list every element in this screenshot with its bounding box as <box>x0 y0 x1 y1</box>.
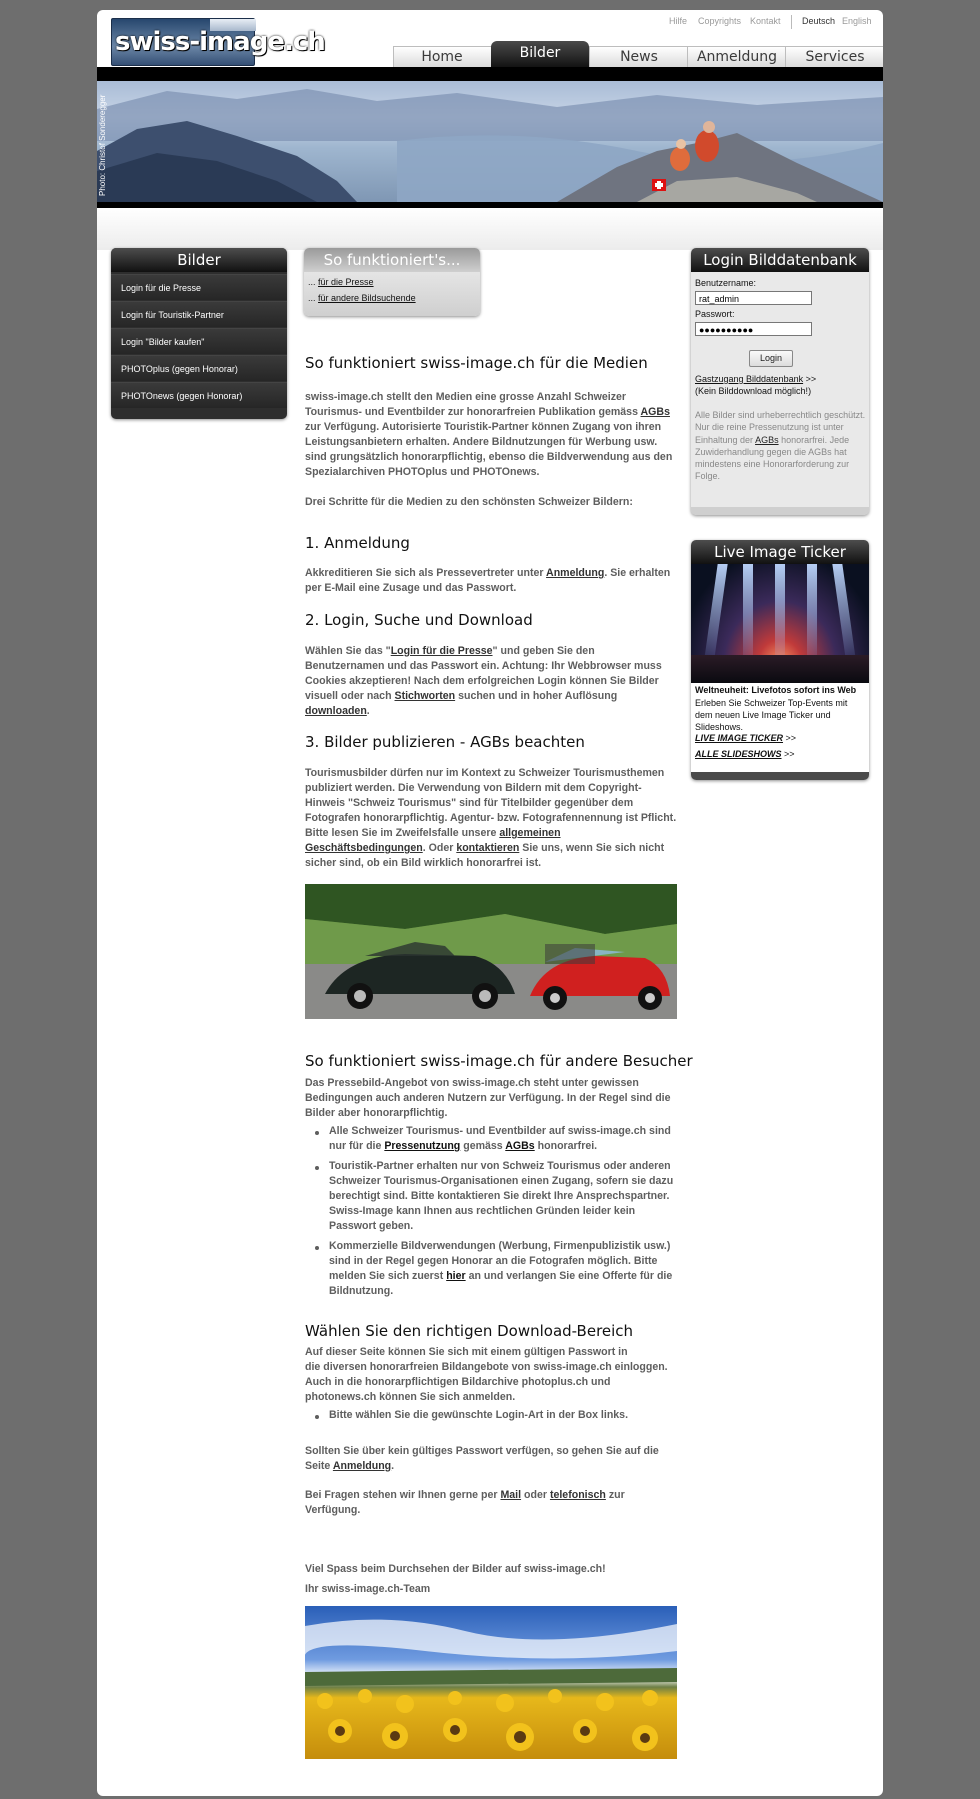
copyright-text: Einhaltung der <box>695 434 754 445</box>
light-beam <box>775 564 785 659</box>
text-line <box>305 704 683 719</box>
language-deutsch[interactable]: Deutsch <box>802 16 836 26</box>
classic-cars-image <box>305 884 677 1019</box>
text: visuell oder nach <box>305 690 392 702</box>
text-line: publiziert werden. Die Verwendung von Bildern mit dem Copyright- <box>305 782 642 794</box>
ticker-text-line: Slideshows. <box>695 722 744 732</box>
text-line: Schweizer Tourismus-Organisationen einen Zugang, sofern sie dazu <box>329 1175 674 1187</box>
bullet-item-press <box>329 1124 683 1154</box>
copyright-line: Folge. <box>695 471 721 482</box>
logo-text: swiss-image.ch <box>115 27 325 57</box>
so-funktionierts-box <box>304 248 480 316</box>
pressenutzung-link[interactable]: Pressenutzung <box>384 1140 461 1152</box>
copyright-text: honorarfrei. Jede <box>781 434 850 445</box>
guest-note: (Kein Bilddownload möglich!) <box>695 386 812 396</box>
so-funktionierts-title: So funktioniert's... <box>304 248 480 272</box>
sidebar-item-login-bilder-kaufen[interactable]: Login "Bilder kaufen" <box>111 328 287 354</box>
ticker-arrows: >> <box>785 733 797 743</box>
text: gemäss <box>463 1140 503 1152</box>
text: Bitte lesen Sie im Zweifelsfalle unsere <box>305 827 497 839</box>
language-separator <box>791 15 792 29</box>
no-password-paragraph <box>305 1444 683 1474</box>
text-line: Alle Schweizer Tourismus- und Eventbilder auf swiss-image.ch sind <box>329 1125 671 1137</box>
text-line: swiss-image.ch stellt den Medien eine grosse Anzahl Schweizer <box>305 391 627 403</box>
text-line: Auf dieser Seite können Sie sich mit einem gültigen Passwort in <box>305 1346 628 1358</box>
text-line: Spezialarchiven PHOTOplus und PHOTOnews. <box>305 466 540 478</box>
text-line <box>305 689 683 704</box>
text-line: photonews.ch können Sie sich anmelden. <box>305 1391 516 1403</box>
sunflower-field-image <box>305 1606 677 1759</box>
agb-link[interactable]: allgemeinen <box>499 827 561 839</box>
copyright-line: mindestens eine Honorarforderung zur <box>695 459 850 470</box>
bullet-item-commercial <box>329 1239 683 1299</box>
downloaden-link[interactable]: downloaden <box>305 705 367 717</box>
text-line: Passwort geben. <box>329 1220 414 1232</box>
login-box-footer <box>691 507 869 515</box>
text: . <box>391 1460 395 1472</box>
guest-arrows: >> <box>805 374 817 384</box>
text-line: Leistungsanbietern erhalten. Andere Bildnutzungen für Werbung usw. <box>305 436 658 448</box>
content-top-band <box>97 208 883 250</box>
text-line <box>329 1269 683 1284</box>
text-line <box>329 1139 683 1154</box>
kontaktieren-link[interactable]: kontaktieren <box>456 842 520 854</box>
ticker-arrows: >> <box>784 749 795 759</box>
live-ticker-title: Live Image Ticker <box>691 540 869 564</box>
light-beam <box>743 564 753 659</box>
bilder-menu-box <box>111 248 287 419</box>
login-box <box>691 248 869 515</box>
guest-access-line <box>695 374 816 384</box>
agbs-link[interactable]: AGBs <box>755 434 779 445</box>
download-paragraph <box>305 1345 683 1405</box>
mail-link[interactable]: Mail <box>500 1489 522 1501</box>
geschaeftsbedingungen-link[interactable]: Geschäftsbedingungen <box>305 842 423 854</box>
questions-paragraph <box>305 1488 683 1518</box>
anmeldung-link[interactable]: Anmeldung <box>332 1460 392 1472</box>
anmeldung-link[interactable]: Anmeldung <box>546 567 605 579</box>
text: . Oder <box>422 842 454 854</box>
nav-home[interactable]: Home <box>393 47 490 68</box>
text-line: Bildnutzung. <box>329 1285 394 1297</box>
header-banner-image <box>97 81 883 202</box>
ticker-headline: Weltneuheit: Livefotos sofort ins Web <box>695 685 857 695</box>
text-line: berechtigt sind. Bitte kontaktieren Sie direkt Ihre Ansprechspartner. <box>329 1190 670 1202</box>
text-line: Hinweis "Schweiz Tourismus" sind für Titelbilder gegenüber dem <box>305 797 634 809</box>
heading-step-3: 3. Bilder publizieren - AGBs beachten <box>305 733 585 751</box>
password-label: Passwort: <box>695 309 735 319</box>
text-line: Das Pressebild-Angebot von swiss-image.ch steht unter gewissen <box>305 1077 639 1089</box>
text-line: sind grungsätzlich honorarpflichtig, ebenso die Bildverwendung aus den <box>305 451 673 463</box>
other-visitors-paragraph <box>305 1076 683 1121</box>
sidebar-item-login-touristik[interactable]: Login für Touristik-Partner <box>111 301 287 327</box>
closing-greeting: Viel Spass beim Durchsehen der Bilder auf swiss-image.ch! <box>305 1563 606 1575</box>
agbs-link[interactable]: AGBs <box>640 406 670 418</box>
login-button[interactable]: Login <box>749 350 793 367</box>
bullet-dot <box>315 1415 319 1419</box>
text-line: Swiss-Image kann Ihnen aus rechtlichen Gründen leider kein <box>329 1205 636 1217</box>
step-3-paragraph <box>305 766 683 871</box>
ticker-link-row <box>695 733 796 743</box>
text-line: sind in der Regel gegen Honorar an die Fotografen möglich. Bitte <box>329 1255 658 1267</box>
text-line: per E-Mail eine Zusage und das Passwort. <box>305 582 517 594</box>
alle-slideshows-link[interactable]: ALLE SLIDESHOWS <box>695 749 782 759</box>
username-label: Benutzername: <box>695 278 757 288</box>
text: Tourismus- und Eventbilder zur honorarfreien Publikation gemäss <box>305 406 638 418</box>
ticker-text-line: Erleben Sie Schweizer Top-Events mit <box>695 698 848 708</box>
copyright-line <box>695 434 867 446</box>
username-field[interactable]: rat_admin <box>695 291 812 305</box>
nav-news[interactable]: News <box>589 47 688 68</box>
text-line: Verfügung. <box>305 1504 361 1516</box>
stage-floor <box>691 655 869 683</box>
help-link[interactable]: Hilfe <box>669 16 688 26</box>
closing-signature: Ihr swiss-image.ch-Team <box>305 1583 431 1595</box>
light-beam <box>807 564 817 659</box>
copyright-line: Alle Bilder sind urheberrechtlich geschützt. <box>695 410 866 420</box>
text: Sie uns, wenn Sie sich nicht <box>522 842 665 854</box>
sidebar-item-login-presse[interactable]: Login für die Presse <box>111 274 287 300</box>
heading-download-area: Wählen Sie den richtigen Download-Bereich <box>305 1322 634 1340</box>
nav-bilder[interactable]: Bilder <box>491 41 589 68</box>
text-line <box>305 566 683 581</box>
heading-other-visitors: So funktioniert swiss-image.ch für andere Besucher <box>305 1052 693 1070</box>
text-line: Cookies akzeptieren! Nach dem erfolgreichen Login können Sie Bilder <box>305 675 659 687</box>
text: . Sie erhalten <box>604 567 671 579</box>
login-presse-link[interactable]: Login für die Presse <box>390 645 493 657</box>
sof-prefix: ... <box>308 277 316 287</box>
text-line: Auch in die honorarpflichtigen Bildarchive photoplus.ch und <box>305 1376 611 1388</box>
text: Wählen Sie das " <box>305 645 391 657</box>
site-logo[interactable] <box>111 18 325 66</box>
ticker-link-row <box>695 749 795 759</box>
text: honorarfrei. <box>537 1140 598 1152</box>
text-line: sicher sind, ob ein Bild wirklich honorarfrei ist. <box>305 857 542 869</box>
step-1-paragraph <box>305 566 683 596</box>
text-line: Tourismusbilder dürfen nur im Kontext zu Schweizer Tourismusthemen <box>305 767 665 779</box>
text-line: Kommerzielle Bildverwendungen (Werbung, Firmenpublizistik usw.) <box>329 1240 671 1252</box>
text-line: Sollten Sie über kein gültiges Passwort verfügen, so gehen Sie auf die <box>305 1445 659 1457</box>
heading-step-2: 2. Login, Suche und Download <box>305 611 533 629</box>
sof-item-presse <box>308 277 374 287</box>
bullet-dot <box>315 1166 319 1170</box>
text: oder <box>524 1489 547 1501</box>
password-field[interactable]: ●●●●●●●●●● <box>695 322 812 336</box>
hier-link[interactable]: hier <box>446 1270 466 1282</box>
intro-paragraph <box>305 390 683 480</box>
sidebar-item-photoplus[interactable]: PHOTOplus (gegen Honorar) <box>111 355 287 381</box>
ticker-box-footer <box>691 772 869 780</box>
bullet-dot <box>315 1246 319 1250</box>
telefonisch-link[interactable]: telefonisch <box>549 1489 606 1501</box>
text-line: die diversen honorarfreien Bildangebote von swiss-image.ch einloggen. <box>305 1361 668 1373</box>
bilder-menu-title: Bilder <box>111 248 287 272</box>
heading-step-1: 1. Anmeldung <box>305 534 410 552</box>
three-steps-intro: Drei Schritte für die Medien zu den schönsten Schweizer Bildern: <box>305 496 633 508</box>
stichworten-link[interactable]: Stichworten <box>394 690 456 702</box>
text-line: Fotografen honorarpflichtig. Agentur- bzw. Fotografennennung ist Pflicht. <box>305 812 677 824</box>
text: melden Sie sich zuerst <box>329 1270 444 1282</box>
text: Seite <box>305 1460 331 1472</box>
bullet-item-login-type: Bitte wählen Sie die gewünschte Login-Art in der Box links. <box>329 1409 629 1421</box>
text: Bei Fragen stehen wir Ihnen gerne per <box>305 1489 498 1501</box>
copyright-notice <box>695 409 867 483</box>
sof-link-bildsuchende[interactable]: für andere Bildsuchende <box>318 293 416 303</box>
agbs-link[interactable]: AGBs <box>505 1140 535 1152</box>
text-line <box>305 1459 683 1474</box>
guest-access-link[interactable]: Gastzugang Bilddatenbank <box>695 374 804 384</box>
language-english[interactable]: English <box>842 16 872 26</box>
text-line: Bilder aber honorarpflichtig. <box>305 1107 448 1119</box>
text: . <box>366 705 370 717</box>
sof-link-presse[interactable]: für die Presse <box>318 277 374 287</box>
ticker-description <box>695 697 847 733</box>
text-line <box>305 841 683 856</box>
header-bar <box>97 67 883 81</box>
main-navigation <box>393 46 883 68</box>
light-beam <box>704 564 727 659</box>
text: an und verlangen Sie eine Offerte für die <box>468 1270 673 1282</box>
bullet-item-touristik <box>329 1159 683 1234</box>
text-line: zur Verfügung. Autorisierte Touristik-Partner können Zugang von ihren <box>305 421 662 433</box>
photo-credit: Photo: Christof Sonderegger <box>98 94 107 196</box>
ticker-text-line: dem neuen Live Image Ticker und <box>695 710 831 720</box>
live-ticker-box <box>691 540 869 780</box>
text-line <box>305 644 683 659</box>
login-box-title: Login Bilddatenbank <box>691 248 869 272</box>
sof-item-bildsuchende <box>308 293 416 303</box>
text-line <box>305 1488 683 1503</box>
text: " und geben Sie den <box>492 645 595 657</box>
live-image-ticker-link[interactable]: LIVE IMAGE TICKER <box>695 733 784 743</box>
nav-anmeldung[interactable]: Anmeldung <box>687 47 786 68</box>
page <box>97 10 883 1796</box>
nav-services[interactable]: Services <box>785 47 884 68</box>
text-line <box>305 826 683 841</box>
text-line: Benutzernamen und das Passwort ein. Achtung: Ihr Webbrowser muss <box>305 660 662 672</box>
copyright-line: Zuwiderhandlung gegen die AGBs hat <box>695 446 847 457</box>
sidebar-item-photonews[interactable]: PHOTOnews (gegen Honorar) <box>111 382 287 408</box>
text-line: Bedingungen auch anderen Nutzern zur Verfügung. In der Regel sind die <box>305 1092 671 1104</box>
contact-link[interactable]: Kontakt <box>750 16 781 26</box>
copyright-line: Nur die reine Pressenutzung ist unter <box>695 422 844 433</box>
sof-prefix: ... <box>308 293 316 303</box>
heading-media: So funktioniert swiss-image.ch für die Medien <box>305 354 648 372</box>
text: nur für die <box>329 1140 382 1152</box>
text: suchen und in hoher Auflösung <box>458 690 618 702</box>
live-ticker-image[interactable] <box>691 564 869 683</box>
text: zur <box>608 1489 625 1501</box>
text-line: Touristik-Partner erhalten nur von Schweiz Tourismus oder anderen <box>329 1160 671 1172</box>
copyrights-link[interactable]: Copyrights <box>698 16 742 26</box>
text-line <box>305 405 683 420</box>
bullet-dot <box>315 1131 319 1135</box>
text: Akkreditieren Sie sich als Pressevertreter unter <box>305 567 544 579</box>
step-2-paragraph <box>305 644 683 719</box>
light-beam <box>832 564 855 659</box>
